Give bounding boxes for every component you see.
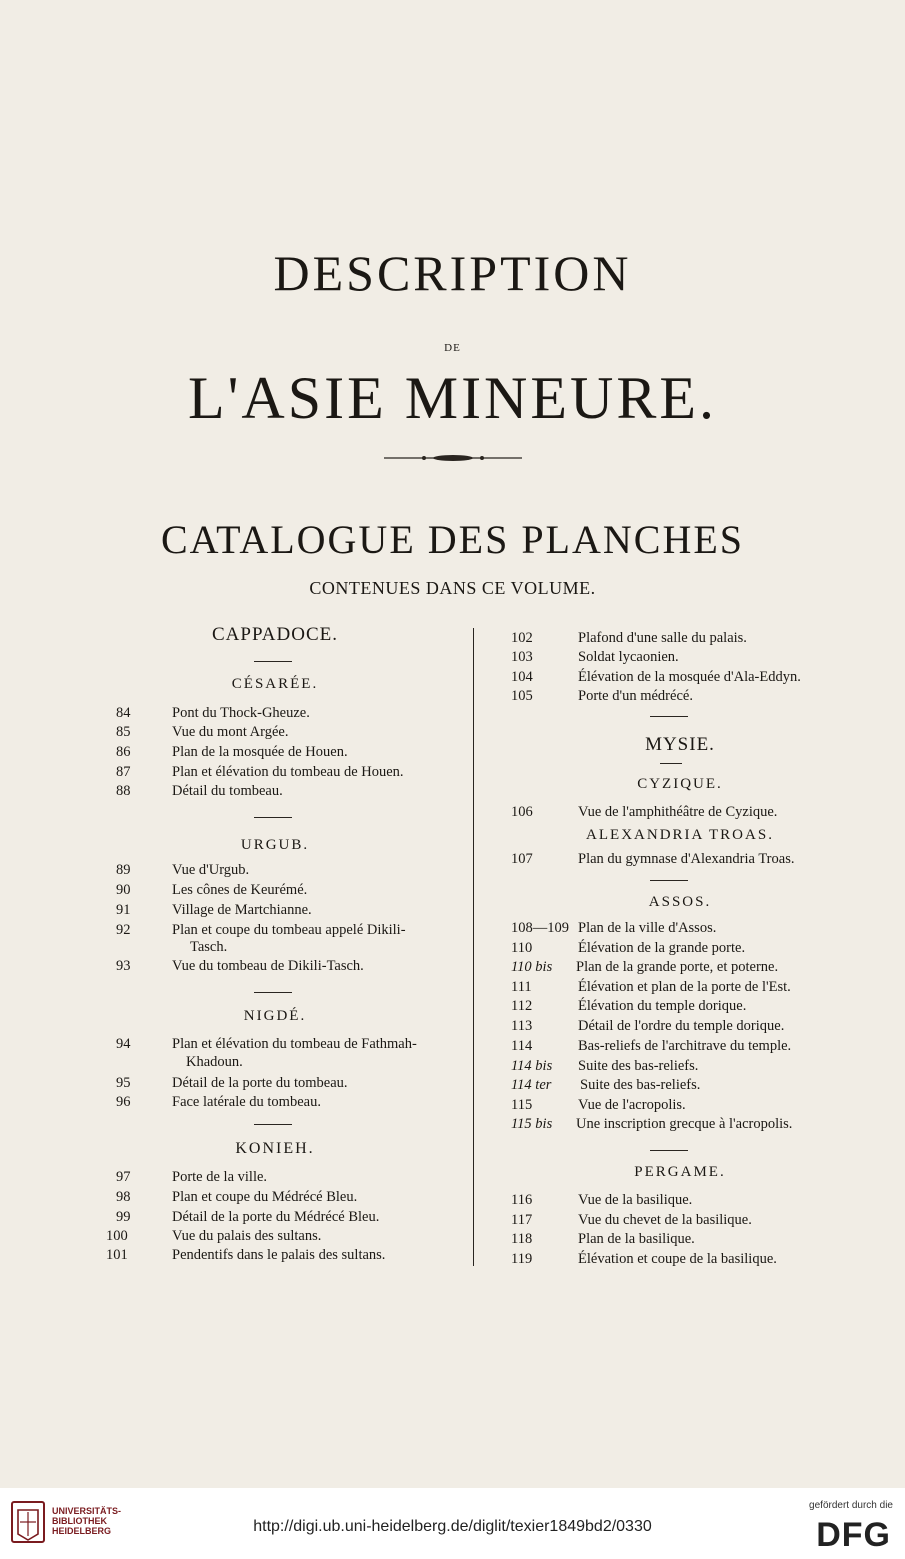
title-de: DE <box>444 342 461 354</box>
section-assos: ASSOS. <box>648 894 712 910</box>
divider <box>660 763 682 764</box>
divider <box>254 817 292 818</box>
funding-caption: gefördert durch die <box>809 1500 893 1511</box>
catalogue-title: CATALOGUE DES PLANCHES <box>160 517 745 562</box>
section-alexandria-troas: ALEXANDRIA TROAS. <box>586 827 774 843</box>
divider <box>650 880 688 881</box>
page-scan: DESCRIPTION DE L'ASIE MINEURE. CATALOGUE DES PLANCHES CONTENUES DANS CE VOLUME. CAPPADOCE. CÉSARÉE. URGUB. NIGDÉ. KONIEH. 84 Pont du Thock-Gheuze. 85 Vue du mont Argée. 86 Plan de la mosquée de Houen. 87 Plan et élévation du tombeau de Houen. 88 Détail du tombeau. 89 Vue d'Urgub. 90 Les cônes de Keurémé. 91 Village de Martchianne. 92 Plan et coupe du tombeau appelé Dikili- Tasch. 93 Vue du tombeau de Dikili-Tasch. 94 Plan et élévation du tombeau de Fathmah- Khadoun. 95 Détail de la porte du tombeau. 96 Face latérale du tombeau. 97 Porte de la ville. 98 Plan et coupe du Médrécé Bleu. 99 Détail de la porte du Médrécé Bleu. 100 Vue du palais des sultans. 101 Pendentifs dans le palais des sultans. MYSIE. CYZIQUE. ALEXANDRIA TROAS. ASSOS. PERGAME. 102 Plafond d'une salle du palais. 103 Soldat lycaonien. 104 Élévation de la mosquée d'Ala-Eddyn. 105 Porte d'un médrécé. 106 Vue de l'amphithéâtre de Cyzique. 107 Plan du gymnase d'Alexandria Troas. 108—109 Plan de la ville d'Assos. 110 Élévation de la grande porte. 110 bis Plan de la grande porte, et poterne. 111 Élévation et plan de la porte de l'Est. 112 Élévation du temple dorique. 113 Détail de l'ordre du temple dorique. 114 Bas-reliefs de l'architrave du temple. 114 bis Suite des bas-reliefs. 114 ter Suite des bas-reliefs. 115 Vue de l'acropolis. 115 bis Une inscription grecque à l'acropolis. 116 Vue de la basilique. 117 Vue du chevet de la basilique. 118 Plan de la basilique. 119 Élévation et coupe de la basilique. <box>0 0 905 1488</box>
section-cyzique: CYZIQUE. <box>637 776 723 792</box>
section-pergame: PERGAME. <box>634 1164 726 1180</box>
divider <box>254 661 292 662</box>
divider <box>650 716 688 717</box>
library-name: UNIVERSITÄTS- BIBLIOTHEK HEIDELBERG <box>52 1506 122 1536</box>
source-url-link[interactable]: http://digi.ub.uni-heidelberg.de/diglit/texier1849bd2/0330 <box>253 1518 652 1535</box>
dfg-logo: DFG <box>816 1516 891 1554</box>
divider <box>650 1150 688 1151</box>
divider <box>254 992 292 993</box>
section-urgub: URGUB. <box>240 837 310 853</box>
section-cesaree: CÉSARÉE. <box>231 676 319 692</box>
title-description: DESCRIPTION <box>273 245 632 301</box>
section-konieh: KONIEH. <box>235 1140 315 1157</box>
catalogue-subtitle: CONTENUES DANS CE VOLUME. <box>309 578 596 598</box>
title-asie-mineure: L'ASIE MINEURE. <box>187 365 718 431</box>
section-cappadoce: CAPPADOCE. <box>212 624 338 645</box>
column-divider <box>473 628 474 1266</box>
divider <box>254 1124 292 1125</box>
section-mysie: MYSIE. <box>645 734 715 755</box>
ornament-rule-icon <box>384 452 522 464</box>
section-nigde: NIGDÉ. <box>243 1008 307 1024</box>
